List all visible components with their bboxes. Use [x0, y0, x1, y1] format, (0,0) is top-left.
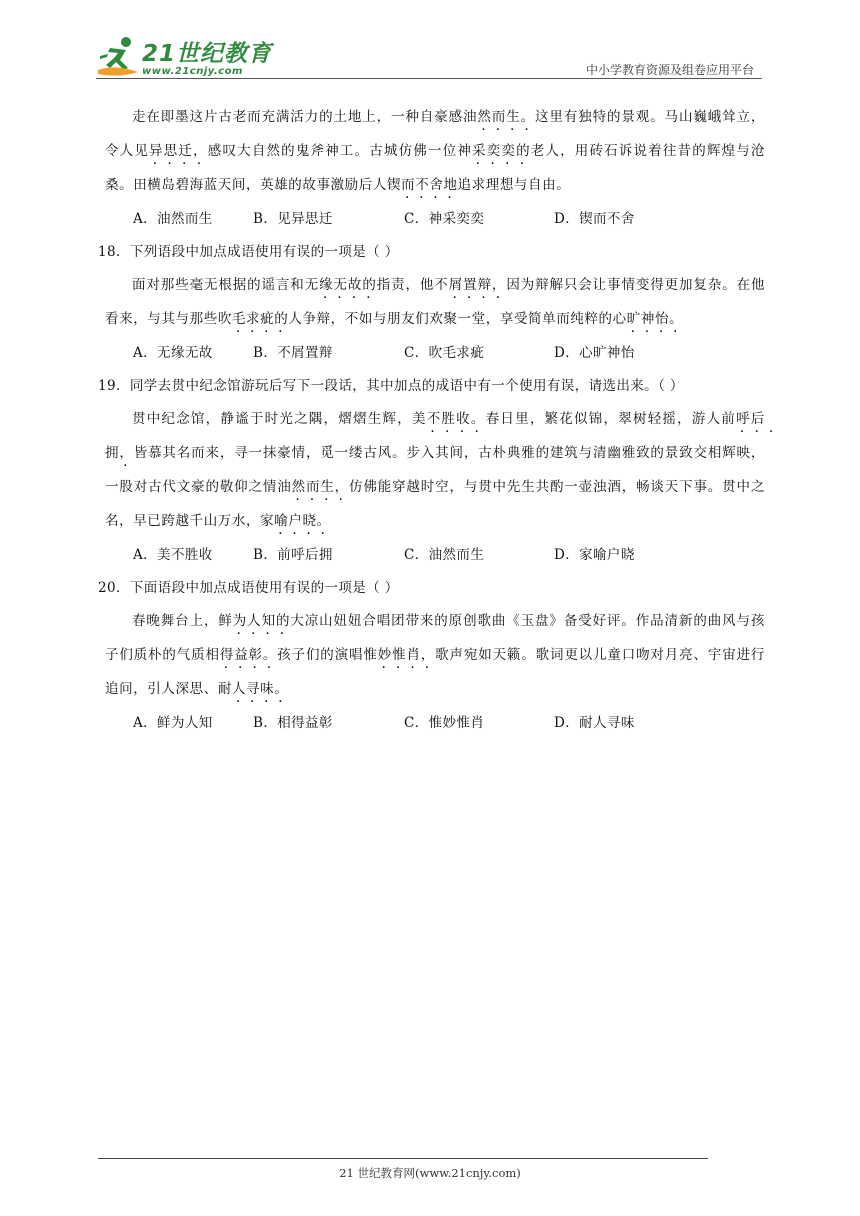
q17-passage: 走在即墨这片古老而充满活力的土地上，一种自豪感油然而生。这里有独特的景观。马山巍峨耸立，令人见异思迁，感叹大自然的鬼斧神工。古城仿佛一位神采奕奕的老人，用砖石诉说着往昔的辉煌与沧桑。田横岛碧海蓝天间，英雄的故事激励后人锲而不舍地追求理想与自由。 — [105, 109, 766, 193]
q19-option-b[interactable]: B．前呼后拥 — [253, 547, 333, 563]
dotted-idiom: 相得益彰 — [205, 647, 263, 663]
dotted-idiom: 美不胜收 — [411, 411, 471, 427]
q18-option-d[interactable]: D．心旷神怡 — [554, 345, 635, 361]
dotted-idiom: 前呼后拥 — [105, 411, 765, 461]
header-divider — [96, 78, 762, 79]
dotted-idiom: 不屑置辩 — [434, 277, 492, 293]
page-header — [96, 30, 762, 80]
q19-options — [133, 538, 765, 572]
q19-option-d[interactable]: D．家喻户晓 — [554, 547, 635, 563]
q19-stem: 19．同学去贯中纪念馆游玩后写下一段话，其中加点的成语中有一个使用有误，请选出来。（ ） — [98, 378, 684, 394]
logo-title: 21世纪教育 — [142, 41, 273, 67]
q20-passage: 春晚舞台上，鲜为人知的大凉山妞妞合唱团带来的原创歌曲《玉盘》备受好评。作品清新的曲风与孩子们质朴的气质相得益彰。孩子们的演唱惟妙惟肖，歌声宛如天籁。歌词更以儿童口吻对月亮、宇宙进行追问，引人深思、耐人寻味。 — [105, 613, 766, 697]
question-list — [98, 100, 766, 740]
q20-options — [133, 706, 765, 740]
dotted-idiom: 油然而生 — [277, 479, 335, 495]
dotted-idiom: 油然而生 — [463, 109, 521, 125]
site-logo[interactable] — [96, 30, 272, 78]
logo-url: www.21cnjy.com — [142, 66, 243, 77]
runner-icon — [96, 34, 140, 78]
q17-option-b[interactable]: B．见异思迁 — [253, 211, 333, 227]
q18-passage: 面对那些毫无根据的谣言和无缘无故的指责，他不屑置辩，因为辩解只会让事情变得更加复杂。在他看来，与其与那些吹毛求疵的人争辩，不如与朋友们欢聚一堂，享受简单而纯粹的心旷神怡。 — [105, 277, 766, 327]
q18-option-c[interactable]: C．吹毛求疵 — [404, 345, 485, 361]
dotted-idiom: 神采奕奕 — [457, 143, 517, 159]
platform-title: 中小学教育资源及组卷应用平台 — [585, 63, 754, 77]
dotted-idiom: 吹毛求疵 — [217, 311, 275, 327]
q20-option-b[interactable]: B．相得益彰 — [253, 715, 333, 731]
dotted-idiom: 无缘无故 — [304, 277, 363, 293]
q19-option-c[interactable]: C．油然而生 — [404, 547, 485, 563]
q20-option-a[interactable]: A．鲜为人知 — [133, 715, 213, 731]
q18-option-b[interactable]: B．不屑置辩 — [253, 345, 333, 361]
dotted-idiom: 锲而不舍 — [387, 177, 444, 193]
q18-options — [133, 336, 765, 370]
q18-stem: 18．下列语段中加点成语使用有误的一项是（ ） — [98, 244, 399, 260]
dotted-idiom: 惟妙惟肖 — [363, 647, 421, 663]
q17-option-d[interactable]: D．锲而不舍 — [554, 211, 635, 227]
logo-text — [142, 42, 272, 78]
q20-stem: 20．下面语段中加点成语使用有误的一项是（ ） — [98, 580, 399, 596]
q20-option-d[interactable]: D．耐人寻味 — [554, 715, 635, 731]
q20-option-c[interactable]: C．惟妙惟肖 — [404, 715, 485, 731]
dotted-idiom: 见异思迁 — [134, 143, 194, 159]
q17-options — [133, 202, 765, 236]
dotted-idiom: 心旷神怡 — [612, 311, 670, 327]
q19-passage: 贯中纪念馆，静谧于时光之隅，熠熠生辉，美不胜收。春日里，繁花似锦，翠树轻摇，游人前呼后拥，皆慕其名而来，寻一抹豪情，觅一缕古风。步入其间，古朴典雅的建筑与清幽雅致的景致交相辉映，一股对古代文豪的敬仰之情油然而生，仿佛能穿越时空，与贯中先生共酌一壶浊酒，畅谈天下事。贯中之名，早已跨越千山万水，家喻户晓。 — [105, 411, 765, 529]
q17-option-c[interactable]: C．神采奕奕 — [404, 211, 485, 227]
dotted-idiom: 家喻户晓 — [260, 513, 317, 529]
q18-option-a[interactable]: A．无缘无故 — [133, 345, 213, 361]
q17-option-a[interactable]: A．油然而生 — [133, 211, 213, 227]
footer-divider — [98, 1158, 708, 1159]
dotted-idiom: 耐人寻味 — [217, 681, 275, 697]
q19-option-a[interactable]: A．美不胜收 — [133, 547, 213, 563]
dotted-idiom: 鲜为人知 — [218, 613, 276, 629]
footer-source[interactable]: 21 世纪教育网(www.21cnjy.com) — [339, 1166, 521, 1180]
